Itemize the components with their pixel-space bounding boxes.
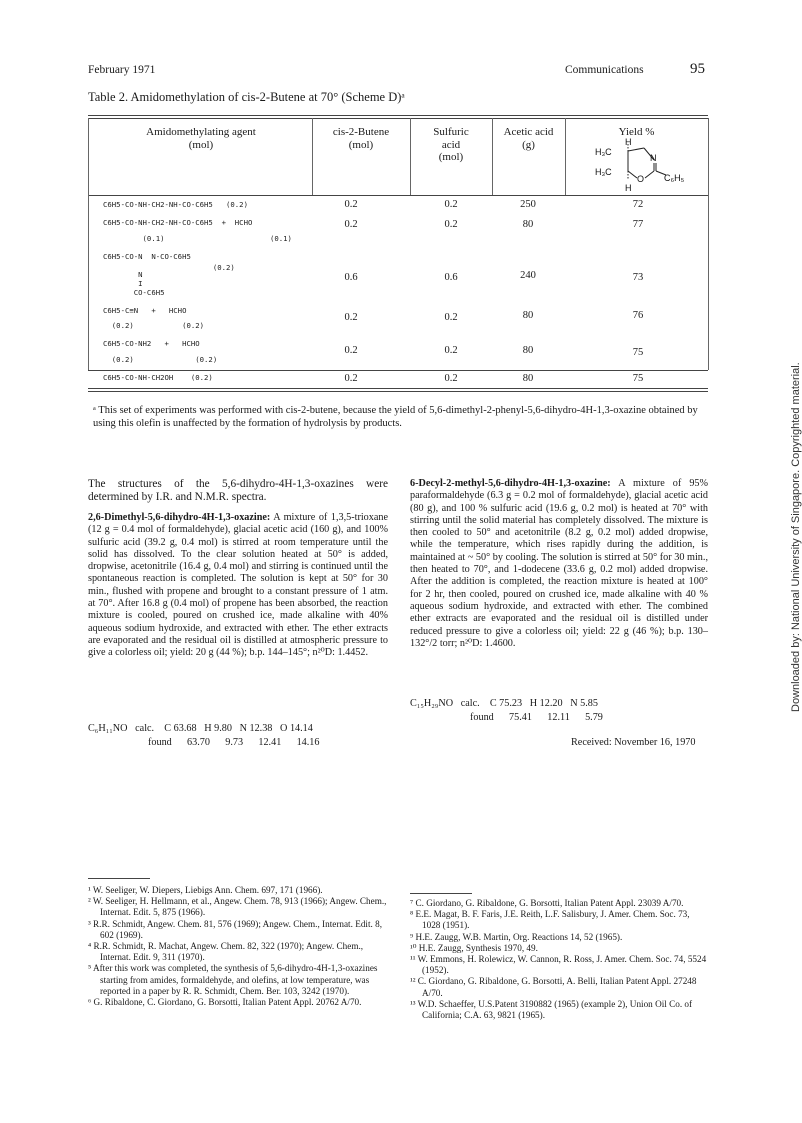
table-caption: Table 2. Amidomethylation of cis-2-Butene at 70° (Scheme D)ᵃ: [88, 90, 405, 104]
table-cell-sulfuric: 0.2: [444, 219, 458, 230]
reference-item: ¹² C. Giordano, G. Ribaldone, G. Borsotti, A. Belli, Italian Patent Appl. 27248 A/70.: [410, 976, 697, 998]
table-cell-butene: 0.2: [344, 199, 358, 210]
table-cell-butene: 0.2: [344, 373, 358, 384]
reference-item: ⁸ E.E. Magat, B. F. Faris, J.E. Reith, L.F. Salisbury, J. Amer. Chem. Soc. 73, 1028 (1951).: [410, 909, 690, 931]
table-vline: [708, 118, 709, 370]
svg-text:H₃C: H₃C: [595, 147, 612, 157]
procedure-heading: 2,6-Dimethyl-5,6-dihydro-4H-1,3-oxazine:: [88, 512, 271, 523]
svg-text:N: N: [650, 153, 657, 163]
table-row-agent-ring: N: [103, 270, 143, 279]
reference-item: ⁵ After this work was completed, the synthesis of 5,6-dihydro-4H-1,3-oxazines starting from amides, formaldehyde, and olefins, at low temperature, was reported in a paper by R. R. Schmidt, Chem. Ber. 103, 3242 (1970).: [88, 963, 378, 996]
table-cell-butene: 0.2: [344, 312, 358, 323]
procedure-body: A mixture of 1,3,5-trioxane (12 g = 0.4 mol of formaldehyde), glacial acetic acid (160 g), and 100% sulfuric acid (39.2 g, 0.4 mol) is stirred at room temperature until the solid has dissolved. To the clear solution heated at 50° is added, dropwise, acetonitrile (16.4 g, 0.4 mol) and stirring is continued until the spontaneous reaction is completed. The solution is kept at 50° for 30 min., flushed with propene and brought to a constant pressure of 1 atm. at 70°. After 16.8 g (0.4 mol) of propene has been absorbed, the reaction mixture is cooled, poured on crushed ice, made alkaline with 40% aqueous sodium hydroxide, and extracted with ether. The ether extracts are evaporated and the residual oil is distilled at atmospheric pressure to give a colorless oil; yield: 20 g (44 %); b.p. 144–145°; n²⁰D: 1.4452.: [88, 512, 388, 659]
header-sulfuric: Sulfuric acid (mol): [433, 126, 469, 163]
table-row-agent-moles: (0.2) (0.2): [103, 355, 218, 364]
page-number: 95: [690, 61, 705, 77]
references-rule: [88, 878, 150, 879]
table-top-rule-2: [88, 118, 708, 119]
table-cell-sulfuric: 0.2: [444, 345, 458, 356]
reference-item: ¹³ W.D. Schaeffer, U.S.Patent 3190882 (1965) (example 2), Union Oil Co. of California; C.A. 63, 9821 (1965).: [410, 998, 693, 1021]
analysis-calc: C₆H₁₁NO calc. C 63.68 H 9.80 N 12.38 O 14.14: [88, 723, 313, 734]
table-cell-yield: 73: [632, 272, 644, 283]
table-cell-sulfuric: 0.6: [444, 272, 458, 283]
table-cell-butene: 0.2: [344, 345, 358, 356]
oxazine-structure-icon: [590, 138, 700, 194]
reference-item: ⁹ H.E. Zaugg, W.B. Martin, Org. Reactions 14, 52 (1965).: [410, 931, 623, 942]
download-notice: Downloaded by: National University of Singapore. Copyrighted material.: [790, 362, 802, 712]
structure-note: The structures of the 5,6-dihydro-4H-1,3-oxazines were determined by I.R. and N.M.R. spectra.: [88, 478, 388, 503]
received-date: Received: November 16, 1970: [571, 737, 696, 748]
table-cell-sulfuric: 0.2: [444, 373, 458, 384]
table-row-agent-moles: (0.1) (0.1): [103, 234, 292, 243]
reference-item: ⁴ R.R. Schmidt, R. Machat, Angew. Chem. 82, 322 (1970); Angew. Chem., Internat. Edit. 9, 311 (1970).: [88, 941, 364, 963]
table-cell-acetic: 240: [520, 270, 536, 281]
reference-item: ² W. Seeliger, H. Hellmann, et al., Angew. Chem. 78, 913 (1966); Angew. Chem., Internat. Edit. 5, 875 (1966).: [88, 896, 387, 918]
svg-text:H: H: [625, 183, 632, 193]
procedure-body: A mixture of 95% paraformaldehyde (6.3 g = 0.2 mol of formaldehyde), glacial acetic acid (80 g), and 100 % sulfuric acid (19.6 g, 0.2 mol) is heated at 70° with stirring until the solid material has completely dissolved. The mixture is then cooled to 50° and acetonitrile (8.2 g, 0.2 mol) added dropwise, while the temperature, which rises rapidly during the addition, is maintained at ~ 50° by cooling. The solution is stirred at 50° for 30 min., then heated to 70°, and 1-dodecene (33.6 g, 0.2 mol) added dropwise. After the addition is completed, the reaction mixture is heated at 100° for 2 hr, then cooled, poured on crushed ice, made alkaline with 40 % aqueous sodium hydroxide, and extracted with ether. The combined ether extracts are evaporated and the residual oil is distilled under reduced pressure to give a colorless oil; yield: 22 g (46 %); b.p. 130–132°/2 torr; n²⁰D: 1.4600.: [410, 478, 708, 649]
reference-item: ⁶ G. Ribaldone, C. Giordano, G. Borsotti, Italian Patent Appl. 20762 A/70.: [88, 997, 362, 1008]
header-date: February 1971: [88, 64, 156, 76]
table-cell-acetic: 80: [522, 310, 534, 321]
procedure-heading: 6-Decyl-2-methyl-5,6-dihydro-4H-1,3-oxazine:: [410, 478, 611, 489]
procedure-decyl: [410, 478, 708, 650]
table-row-agent: C6H5-CO-NH2 + HCHO: [103, 339, 200, 348]
reference-item: ¹ W. Seeliger, W. Diepers, Liebigs Ann. Chem. 697, 171 (1966).: [88, 885, 323, 895]
reference-item: ¹⁰ H.E. Zaugg, Synthesis 1970, 49.: [410, 942, 538, 953]
table-header-rule: [88, 195, 708, 196]
reference-item: ¹¹ W. Emmons, H. Rolewicz, W. Cannon, R. Ross, J. Amer. Chem. Soc. 74, 5524 (1952).: [410, 954, 707, 976]
table-cell-acetic: 80: [522, 219, 534, 230]
analysis-found: found 75.41 12.11 5.79: [470, 712, 603, 723]
table-row-agent: C6H5-CO-NH-CH2OH (0.2): [103, 373, 213, 382]
table-row-agent-bond: I: [103, 279, 143, 288]
reference-item: ⁷ C. Giordano, G. Ribaldone, G. Borsotti, Italian Patent Appl. 23039 A/70.: [410, 898, 684, 908]
header-acetic: Acetic acid (g): [503, 126, 554, 151]
header-yield: Yield %: [618, 126, 655, 138]
table-row-agent: C6H5-C≡N + HCHO: [103, 306, 187, 315]
references-right: [410, 898, 708, 1021]
procedure-dimethyl: [88, 512, 388, 660]
table-cell-sulfuric: 0.2: [444, 199, 458, 210]
analysis-found: found 63.70 9.73 12.41 14.16: [148, 737, 320, 748]
table-cell-yield: 75: [632, 347, 644, 358]
table-vline: [88, 118, 89, 370]
table-row-agent: C6H5-CO-NH-CH2-NH-CO-C6H5 (0.2): [103, 200, 248, 209]
svg-text:H₃C: H₃C: [595, 167, 612, 177]
table-cell-acetic: 250: [520, 199, 536, 210]
svg-text:O: O: [637, 174, 645, 184]
table-cell-yield: 77: [632, 219, 644, 230]
analysis-calc: C₁₅H₂₉NO calc. C 75.23 H 12.20 N 5.85: [410, 698, 598, 709]
table-top-rule: [88, 115, 708, 116]
header-section: Communications: [565, 64, 644, 76]
table-cell-sulfuric: 0.2: [444, 312, 458, 323]
table-cell-yield: 76: [632, 310, 644, 321]
references-left: [88, 885, 388, 1008]
svg-text:H: H: [625, 137, 632, 147]
table-row-agent-moles: (0.2): [103, 263, 235, 272]
table-cell-yield: 72: [632, 199, 644, 210]
table-row-agent: C6H5-CO-N N-CO-C6H5: [103, 252, 191, 261]
table-footnote: ᵃ This set of experiments was performed with cis-2-butene, because the yield of 5,6-dimethyl-2-phenyl-5,6-dihydro-4H-1,3-oxazine obtained by using this olefin is unaffected by the formation of hydrolysis by products.: [93, 405, 698, 429]
table-row-agent: C6H5-CO-NH-CH2-NH-CO-C6H5 + HCHO: [103, 218, 253, 227]
table-cell-butene: 0.2: [344, 219, 358, 230]
svg-text:C₆H₅: C₆H₅: [664, 173, 685, 183]
table-cell-butene: 0.6: [344, 272, 358, 283]
table-row-agent-substituent: CO-C6H5: [103, 288, 165, 297]
header-agent: Amidomethylating agent (mol): [146, 126, 256, 151]
table-bottom-rule: [88, 370, 708, 371]
references-rule: [410, 893, 472, 894]
table-cell-yield: 75: [632, 373, 644, 384]
reference-item: ³ R.R. Schmidt, Angew. Chem. 81, 576 (1969); Angew. Chem., Internat. Edit. 8, 602 (1969).: [88, 918, 383, 940]
table-cell-acetic: 80: [522, 373, 534, 384]
header-butene: cis-2-Butene (mol): [332, 126, 390, 151]
table-end-rule: [88, 388, 708, 389]
table-cell-acetic: 80: [522, 345, 534, 356]
table-end-rule-2: [88, 391, 708, 392]
table-row-agent-moles: (0.2) (0.2): [103, 321, 205, 330]
